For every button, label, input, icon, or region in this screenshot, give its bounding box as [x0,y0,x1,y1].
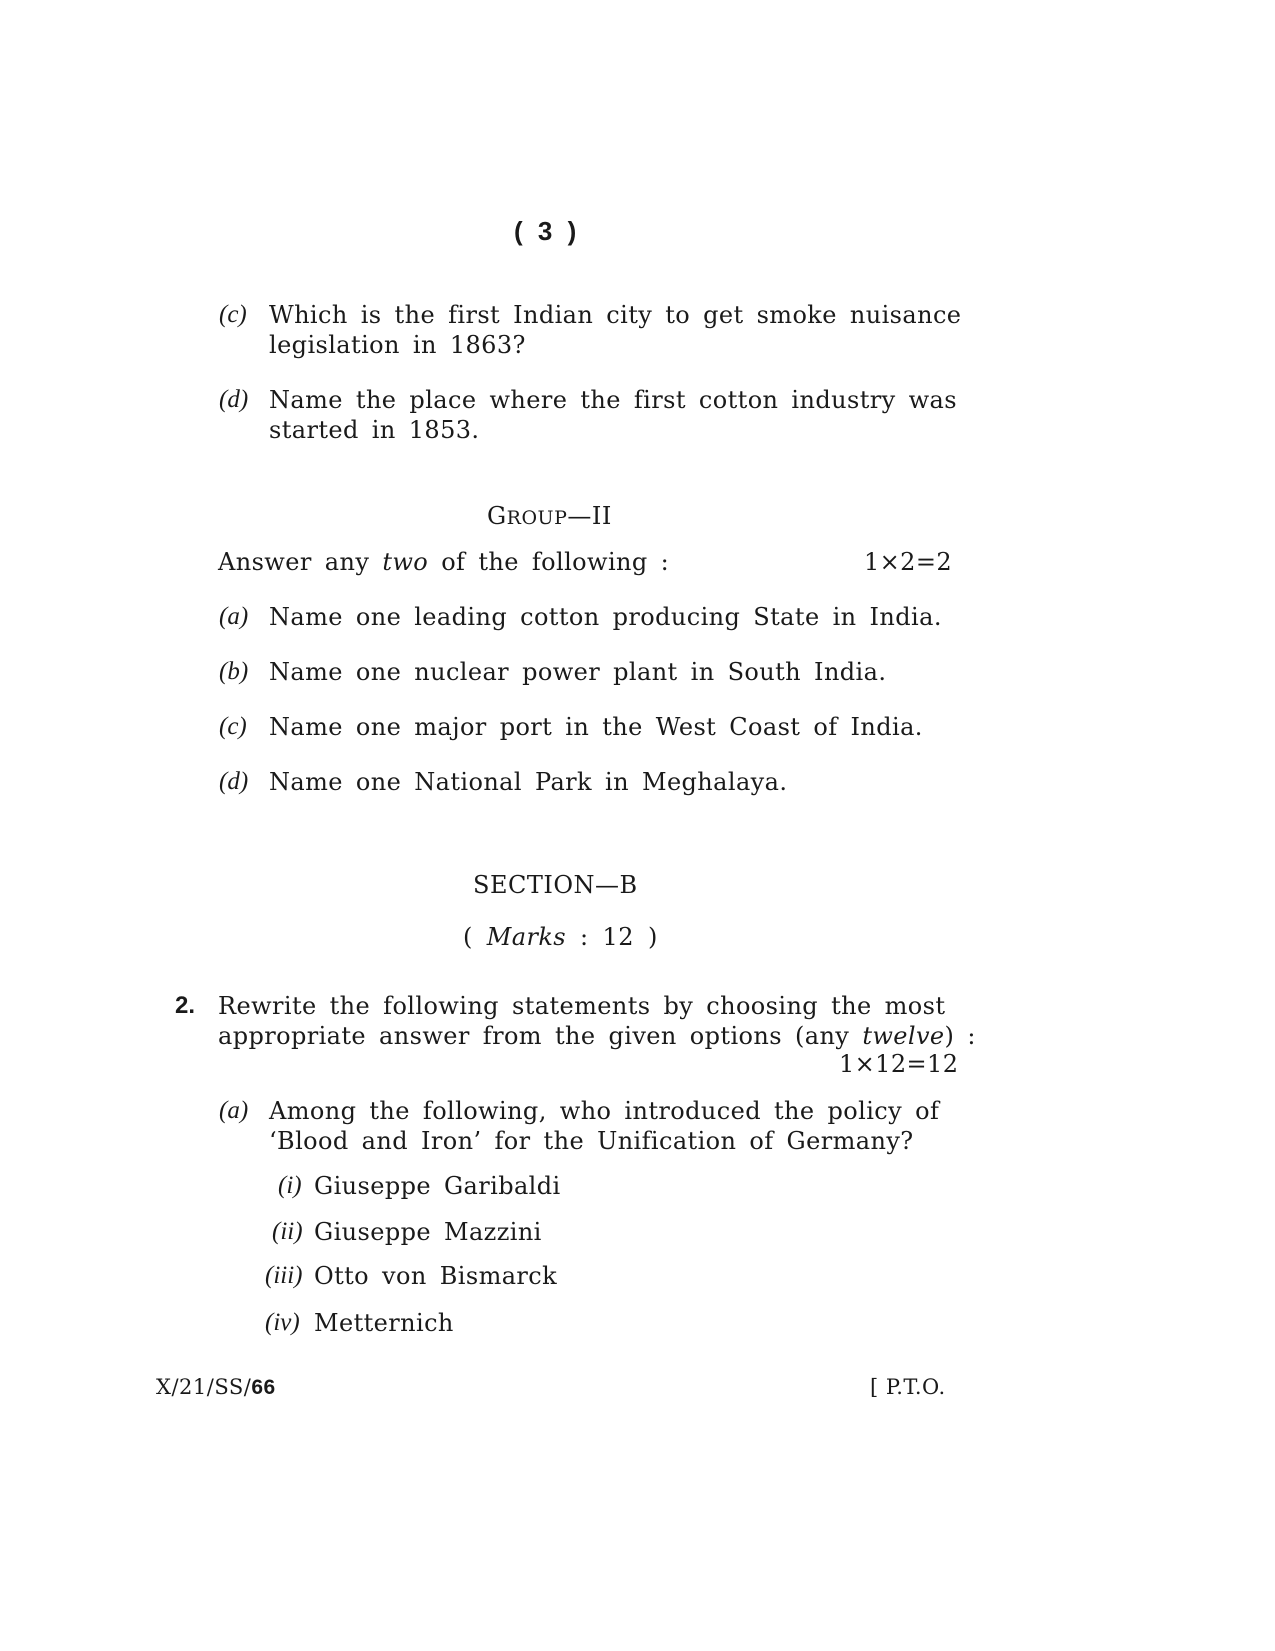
option-iii-label: (iii) [265,1262,303,1289]
group-ii-heading-initial: G [487,502,507,530]
q2-line2-pre: appropriate answer from the given options (any [218,1022,850,1050]
paper-code-prefix: X/21/SS/ [156,1375,252,1399]
paper-code-number: 66 [251,1376,276,1399]
g2-item-a-text: Name one leading cotton producing State in India. [269,603,942,631]
page-number: ( 3 ) [514,216,581,246]
g2-item-d-text: Name one National Park in Meghalaya. [269,768,788,796]
item-c-line2: legislation in 1863? [269,331,526,359]
pto-marker: [ P.T.O. [870,1375,946,1399]
section-b-marks-value: : 12 [580,923,634,951]
item-d-line1: Name the place where the first cotton industry was [269,386,957,414]
section-b-marks-open: ( [463,923,473,951]
group-ii-heading-smallcaps: ROUP [506,507,568,529]
g2-item-b-text: Name one nuclear power plant in South India. [269,658,887,686]
paper-code [156,1375,276,1400]
section-b-marks [463,923,658,951]
g2-item-c-text: Name one major port in the West Coast of India. [269,713,923,741]
item-c-label: (c) [219,301,247,328]
option-ii-label: (ii) [272,1218,303,1245]
item-d-label: (d) [219,386,249,413]
question-2-line2 [218,1022,976,1050]
item-d-line2: started in 1853. [269,416,480,444]
option-iv-text: Metternich [314,1309,454,1337]
q2a-line2: ‘Blood and Iron’ for the Unification of Germany? [269,1127,914,1155]
g2-item-b-label: (b) [219,658,249,685]
option-ii-text: Giuseppe Mazzini [314,1218,542,1246]
option-iii-text: Otto von Bismarck [314,1262,558,1290]
g2-item-d-label: (d) [219,768,249,795]
instruction-pre: Answer any [218,548,370,576]
question-2-marks: 1×12=12 [839,1050,959,1078]
q2a-label: (a) [219,1097,249,1124]
option-i-label: (i) [278,1172,302,1199]
question-2-number: 2. [175,992,196,1019]
option-iv-label: (iv) [265,1309,300,1336]
q2-line2-emphasis: twelve [862,1022,945,1050]
section-b-marks-close: ) [647,923,658,951]
g2-item-c-label: (c) [219,713,247,740]
section-b-heading: SECTION—B [473,871,638,899]
item-c-line1: Which is the first Indian city to get smoke nuisance [269,301,962,329]
group-ii-marks: 1×2=2 [864,548,953,576]
q2a-line1: Among the following, who introduced the policy of [269,1097,940,1125]
option-i-text: Giuseppe Garibaldi [314,1172,561,1200]
group-ii-heading [487,502,612,530]
group-ii-instruction [218,548,669,576]
q2-line2-post: ) : [944,1022,976,1050]
instruction-emphasis: two [382,548,429,576]
question-2-line1: Rewrite the following statements by choosing the most [218,992,946,1020]
section-b-marks-label: Marks [486,923,567,951]
instruction-post: of the following : [441,548,670,576]
g2-item-a-label: (a) [219,603,249,630]
group-ii-heading-number: —II [567,502,612,530]
